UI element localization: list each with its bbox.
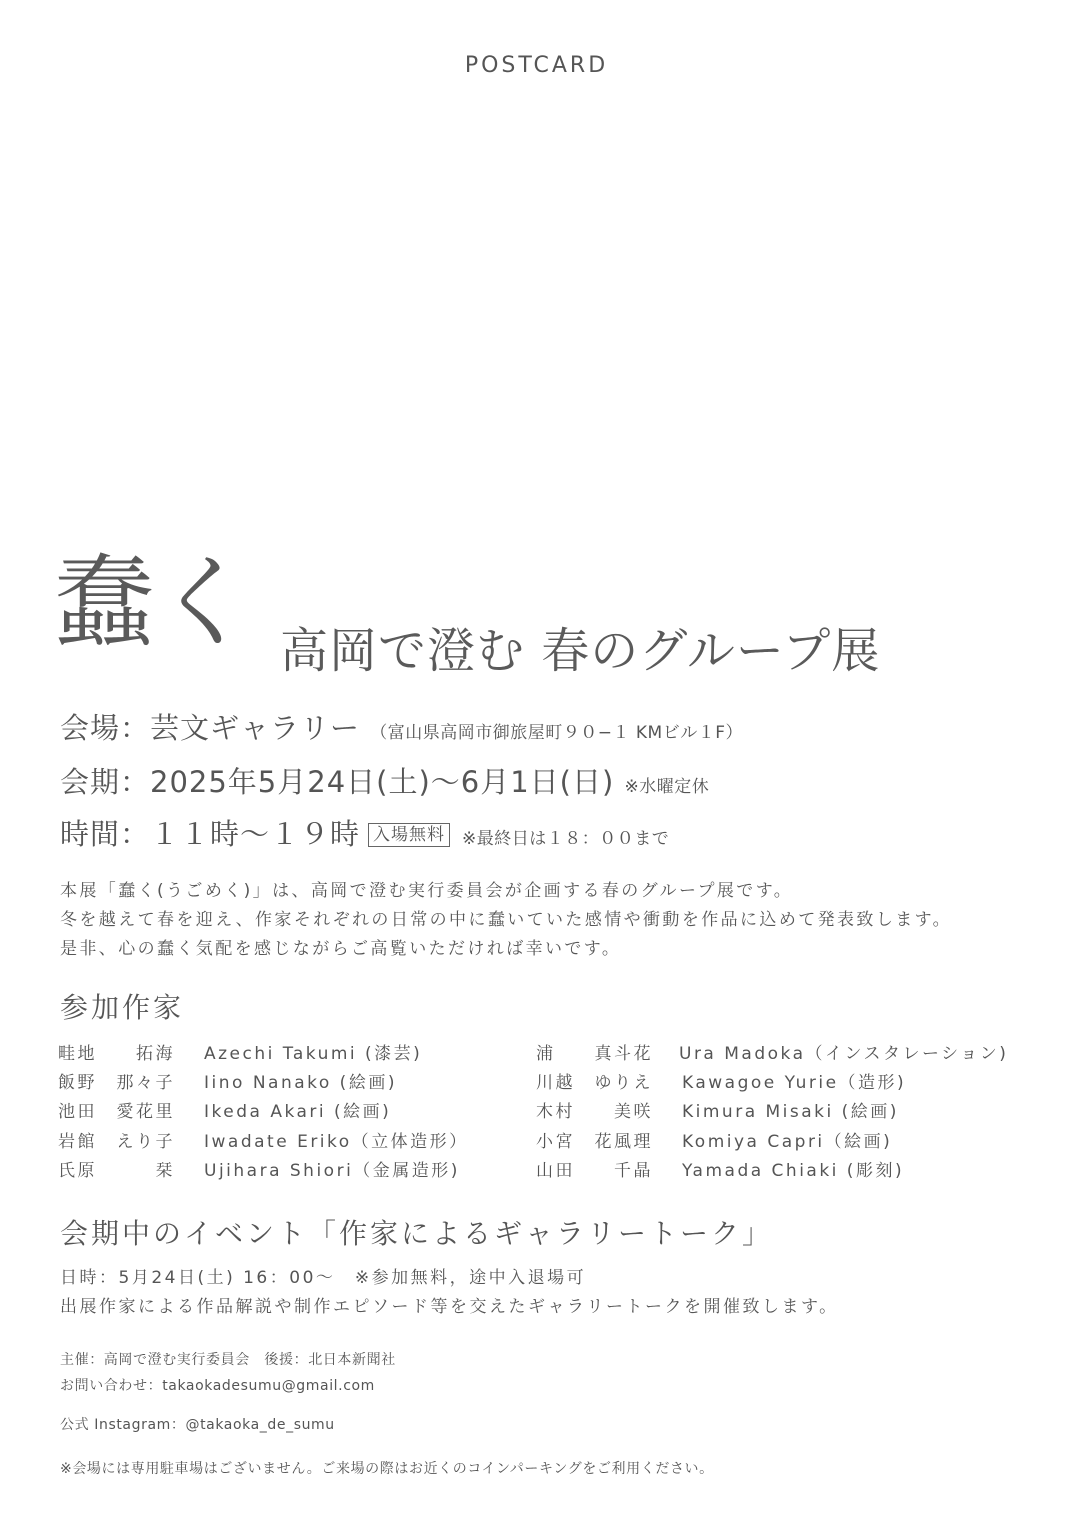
exhibition-title: 蠢く [54,544,254,661]
instagram-handle: 公式 Instagram：@takaoka_de_sumu [60,1417,335,1433]
postcard-label: POSTCARD [464,53,609,78]
artist-name-ja: 氏原 栞 [58,1161,175,1181]
event-date: 日時：5月24日(土) 16：00〜 ※参加無料，途中入退場可 [60,1268,587,1288]
venue-label: 会場：芸文ギャラリー [60,711,361,745]
free-admission-badge: 入場無料 [368,823,450,847]
artist-name-ja: 木村 美咲 [536,1102,653,1122]
artist-name-ja: 畦地 拓海 [58,1044,175,1064]
event-description: 出展作家による作品解説や制作エピソード等を交えたギャラリートークを開催致します。 [60,1297,839,1317]
intro-line: 本展「蠢く(うごめく)」は、高岡で澄む実行委員会が企画する春のグループ展です。 [60,881,794,901]
artist-name-en: Ujihara Shiori（金属造形) [204,1161,460,1181]
venue-row [60,706,743,747]
parking-note: ※会場には専用駐車場はございません。ご来場の際はお近くのコインパーキングをご利用ください。 [60,1461,714,1477]
artist-name-en: Ikeda Akari (絵画) [204,1102,392,1122]
hours-row [60,812,669,853]
intro-line: 冬を越えて春を迎え、作家それぞれの日常の中に蠢いていた感情や衝動を作品に込めて発表致します。 [60,910,953,930]
contact-email: お問い合わせ：takaokadesumu@gmail.com [60,1378,375,1394]
artist-name-en: Komiya Capri（絵画) [682,1132,893,1152]
artist-name-ja: 山田 千晶 [536,1161,653,1181]
artist-name-en: Iwadate Eriko（立体造形） [204,1132,469,1152]
hours-label: 時間：１１時〜１９時 [60,817,361,851]
artist-name-en: Azechi Takumi (漆芸) [204,1044,423,1064]
venue-address: （富山県高岡市御旅屋町９０−１ KMビル１F） [370,723,743,743]
artist-name-ja: 浦 真斗花 [536,1044,653,1064]
event-heading: 会期中のイベント「作家によるギャラリートーク」 [60,1217,774,1250]
hours-note: ※最終日は１８：００まで [462,829,670,849]
organizer-text: 主催：高岡で澄む実行委員会 後援：北日本新聞社 [60,1352,396,1368]
artist-name-ja: 岩館 えり子 [58,1132,175,1152]
artist-name-en: Kimura Misaki (絵画) [682,1102,899,1122]
artist-name-ja: 小宮 花風理 [536,1132,653,1152]
artist-name-ja: 川越 ゆりえ [536,1073,653,1093]
intro-line: 是非、心の蠢く気配を感じながらご高覧いただければ幸いです。 [60,939,622,959]
exhibition-subtitle: 高岡で澄む 春のグループ展 [280,623,881,679]
period-note: ※水曜定休 [624,777,710,797]
artist-name-en: Ura Madoka（インスタレーション) [679,1044,1009,1064]
period-label: 会期：2025年5月24日(土)〜6月1日(日) [60,765,615,799]
artist-name-en: Yamada Chiaki (彫刻) [682,1161,905,1181]
artist-name-ja: 池田 愛花里 [58,1102,175,1122]
artists-heading: 参加作家 [60,991,185,1024]
artist-name-en: Iino Nanako (絵画) [204,1073,397,1093]
period-row [60,760,709,801]
artist-name-ja: 飯野 那々子 [58,1073,175,1093]
artist-name-en: Kawagoe Yurie（造形) [682,1073,907,1093]
